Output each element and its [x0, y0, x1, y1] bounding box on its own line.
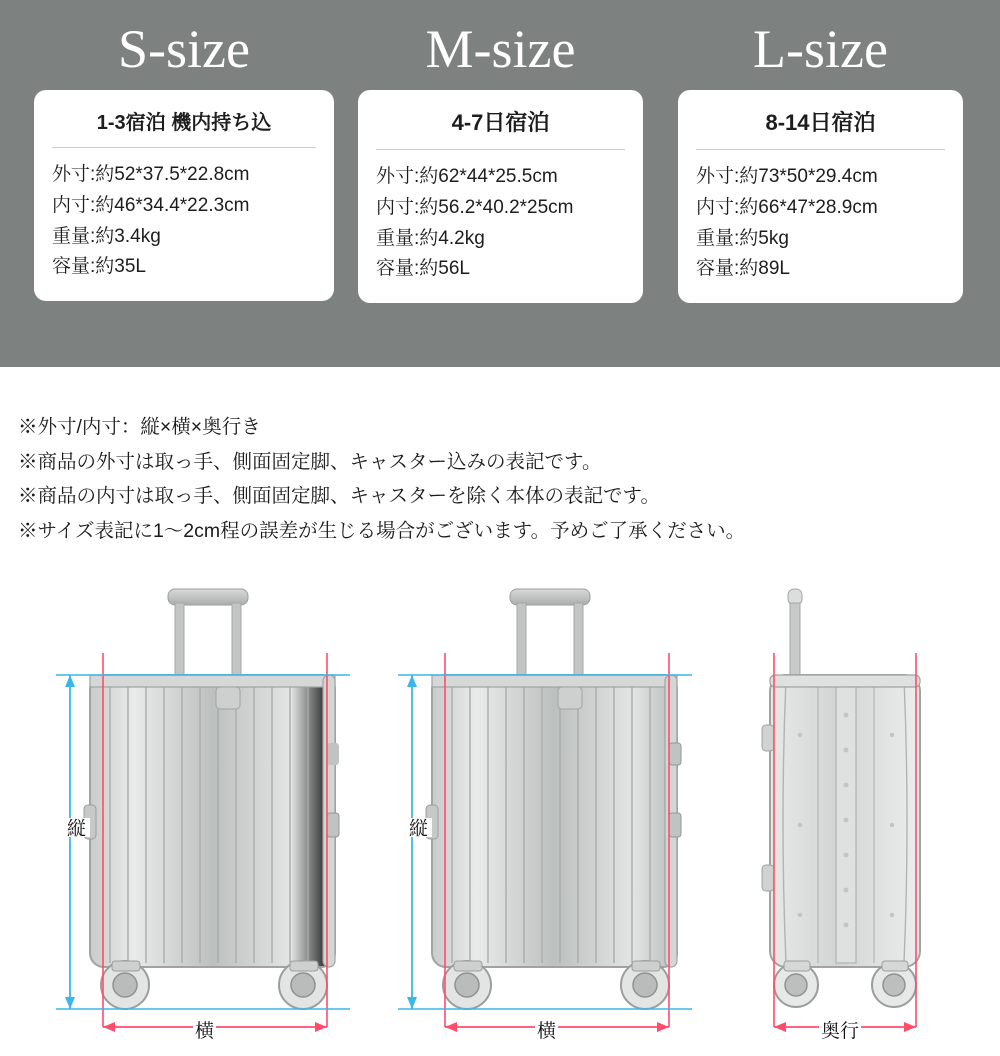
size-card-line: 外寸:約73*50*29.4cm: [696, 166, 878, 187]
size-card-line: 重量:約4.2kg: [376, 227, 485, 249]
size-column-m: [358, 0, 643, 303]
wheel-hub-right: [291, 973, 315, 997]
label-vertical-1: 縦: [59, 818, 90, 837]
size-card-line: 外寸:約52*37.5*22.8cm: [52, 164, 250, 185]
label-depth: 奥行: [819, 1016, 861, 1043]
wheel-mount-right: [290, 961, 318, 971]
size-card-line: 容量:約56L: [376, 258, 470, 280]
side-fixed-foot-upper: [762, 725, 774, 751]
top-frame-band: [432, 675, 677, 687]
size-card-s: [34, 90, 334, 301]
label-horizontal-1: 横: [193, 1016, 216, 1043]
handle-rod-left: [175, 603, 184, 685]
size-card-line: 外寸:約62*44*25.5cm: [376, 166, 558, 187]
size-card-line: 内寸:約56.2*40.2*25cm: [376, 196, 574, 218]
wheel-hub-left: [785, 974, 807, 996]
wheel-hub-left: [455, 973, 479, 997]
suitcase-figure-front-2: [362, 575, 692, 1056]
wheel-mount-right: [882, 961, 908, 971]
handle-rod-right: [574, 603, 583, 685]
suitcase-svg-3: [740, 575, 990, 1056]
side-fixed-foot-lower: [762, 865, 774, 891]
suitcase-body: [90, 675, 335, 967]
size-column-s: [34, 0, 334, 301]
suitcase-figure-side: [740, 575, 990, 1056]
label-vertical-2: 縦: [401, 818, 432, 837]
size-card-line: 重量:約5kg: [696, 227, 789, 249]
wheel-mount-left: [112, 961, 140, 971]
handle-rod-left: [517, 603, 526, 685]
note-item: ※サイズ表記に1～2cm程の誤差が生じる場合がございます。予めご了承ください。: [18, 520, 746, 543]
handle-base-plate: [216, 687, 240, 709]
note-item: ※商品の外寸は取っ手、側面固定脚、キャスター込みの表記です。: [18, 450, 602, 473]
top-frame-band: [90, 675, 335, 687]
latch-lower: [327, 813, 339, 837]
wheel-mount-right: [632, 961, 660, 971]
size-card-head-m: 4-7日宿泊: [376, 106, 625, 150]
suitcase-figure-front-1: [20, 575, 350, 1056]
handle-base-plate: [558, 687, 582, 709]
label-horizontal-2: 横: [535, 1016, 558, 1043]
suitcase-svg-2: [362, 575, 692, 1056]
top-frame-band: [770, 675, 920, 687]
size-column-l: [678, 0, 963, 303]
size-card-head-s: 1-3宿泊 機内持ち込: [52, 106, 316, 148]
size-card-head-l: 8-14日宿泊: [696, 106, 945, 150]
handle-rod-right: [232, 603, 241, 685]
notes-block: [18, 410, 978, 549]
dimension-diagrams: [0, 575, 1000, 1056]
wheel-hub-right: [883, 974, 905, 996]
size-summary-band: [0, 0, 1000, 367]
size-card-line: 内寸:約66*47*28.9cm: [696, 196, 878, 218]
note-item: ※商品の内寸は取っ手、側面固定脚、キャスターを除く本体の表記です。: [18, 485, 660, 508]
size-card-line: 容量:約89L: [696, 258, 790, 280]
wheel-mount-left: [454, 961, 482, 971]
wheel-mount-left: [784, 961, 810, 971]
latch-upper: [669, 743, 681, 765]
size-card-m: [358, 90, 643, 303]
suitcase-body: [432, 675, 677, 967]
size-card-line: 容量:約35L: [52, 256, 146, 278]
size-card-l: [678, 90, 963, 303]
suitcase-svg-1: [20, 575, 350, 1056]
note-item: ※外寸/内寸：縦×横×奥行き: [18, 416, 261, 438]
latch-lower: [669, 813, 681, 837]
size-title-l: L-size: [753, 19, 888, 79]
size-title-m: M-size: [425, 19, 576, 79]
wheel-hub-right: [633, 973, 657, 997]
size-title-s: S-size: [118, 19, 250, 79]
size-card-line: 内寸:約46*34.4*22.3cm: [52, 194, 250, 216]
latch-upper: [327, 743, 339, 765]
wheel-hub-left: [113, 973, 137, 997]
size-card-line: 重量:約3.4kg: [52, 225, 161, 247]
